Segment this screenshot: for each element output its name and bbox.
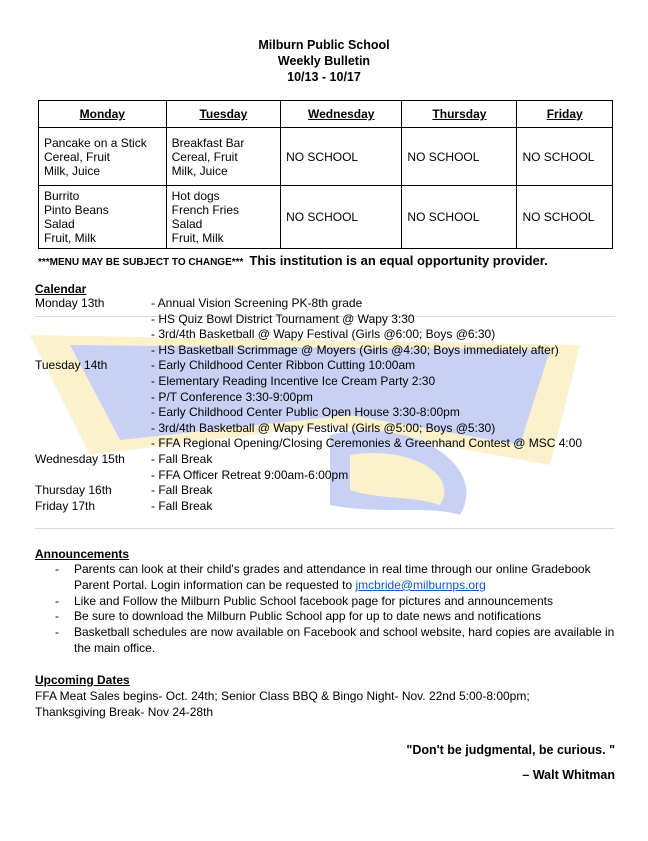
menu-cell: NO SCHOOL: [281, 128, 402, 186]
announcement-item: [35, 594, 620, 610]
bullet-dash: -: [55, 609, 59, 624]
calendar-row: [35, 405, 635, 420]
menu-cell: NO SCHOOL: [517, 128, 613, 186]
calendar-event: - Early Childhood Center Public Open House 3:30-8:00pm: [151, 405, 460, 420]
calendar-row: [35, 327, 635, 342]
bulletin-title: Weekly Bulletin: [277, 54, 371, 68]
menu-notice: [38, 253, 548, 268]
calendar-event: - Elementary Reading Incentive Ice Cream Party 2:30: [151, 374, 436, 388]
bulletin-dates: 10/13 - 10/17: [287, 70, 361, 84]
menu-day-header: Tuesday: [166, 101, 280, 128]
menu-cell: Pancake on a Stick Cereal, Fruit Milk, Juice: [39, 128, 167, 186]
announcements-heading: Announcements: [35, 547, 130, 561]
menu-day-header: Monday: [39, 101, 167, 128]
calendar-event: - Annual Vision Screening PK-8th grade: [151, 296, 363, 310]
calendar-event: - HS Quiz Bowl District Tournament @ Wapy 3:30: [151, 311, 415, 326]
menu-day-header: Friday: [517, 101, 613, 128]
upcoming-dates: [35, 688, 530, 720]
calendar-event: - FFA Officer Retreat 9:00am-6:00pm: [151, 467, 349, 482]
school-name: Milburn Public School: [258, 38, 390, 52]
calendar-row: [35, 390, 635, 405]
calendar-event: - FFA Regional Opening/Closing Ceremonies & Greenhand Contest @ MSC 4:00: [151, 436, 583, 451]
calendar-row: [35, 296, 635, 311]
calendar-row: [35, 499, 635, 514]
calendar-event: - Fall Break: [151, 483, 213, 498]
quote-author: – Walt Whitman: [522, 768, 615, 782]
announcement-text: Be sure to download the Milburn Public School app for up to date news and notifications: [74, 609, 541, 624]
menu-table: [38, 100, 613, 249]
calendar-event: - 3rd/4th Basketball @ Wapy Festival (Girls @5:00; Boys @5:30): [151, 420, 496, 435]
menu-row: [39, 186, 613, 249]
calendar-day: Friday 17th: [35, 498, 96, 513]
menu-change-note: ***MENU MAY BE SUBJECT TO CHANGE***: [38, 257, 244, 268]
calendar-day: Monday 13th: [35, 296, 105, 310]
upcoming-heading: Upcoming Dates: [35, 673, 130, 687]
bullet-dash: -: [55, 593, 59, 608]
announcement-text: Like and Follow the Milburn Public School facebook page for pictures and announcements: [74, 593, 553, 608]
upcoming-line: FFA Meat Sales begins- Oct. 24th; Senior Class BBQ & Bingo Night- Nov. 22nd 5:00-8:00pm;: [35, 689, 530, 703]
calendar-row: [35, 358, 635, 373]
calendar-day: Thursday 16th: [35, 483, 112, 498]
calendar-day: Tuesday 14th: [35, 358, 108, 373]
calendar-event: - 3rd/4th Basketball @ Wapy Festival (Girls @6:00; Boys @6:30): [151, 327, 496, 342]
announcement-item: [35, 562, 620, 594]
upcoming-line: Thanksgiving Break- Nov 24-28th: [35, 705, 214, 719]
menu-cell: NO SCHOOL: [281, 186, 402, 249]
calendar-day: Wednesday 15th: [35, 452, 125, 466]
calendar-row: [35, 421, 635, 436]
calendar-event: - P/T Conference 3:30-9:00pm: [151, 389, 313, 404]
menu-day-header: Wednesday: [281, 101, 402, 128]
menu-cell: Hot dogs French Fries Salad Fruit, Milk: [166, 186, 280, 249]
calendar-row: [35, 374, 635, 389]
menu-cell: NO SCHOOL: [517, 186, 613, 249]
menu-cell: Breakfast Bar Cereal, Fruit Milk, Juice: [166, 128, 280, 186]
announcements-list: [35, 562, 620, 657]
calendar-row: [35, 468, 635, 483]
calendar-row: [35, 483, 635, 498]
calendar-row: [35, 436, 635, 451]
calendar-row: [35, 452, 635, 467]
calendar-row: [35, 312, 635, 327]
bullet-dash: -: [55, 562, 59, 576]
email-link[interactable]: jmcbride@milburnps.org: [355, 577, 486, 592]
announcement-item: [35, 609, 620, 625]
bullet-dash: -: [55, 625, 59, 640]
calendar-row: [35, 343, 635, 358]
calendar-event: - Early Childhood Center Ribbon Cutting 10:00am: [151, 358, 416, 373]
menu-cell: Burrito Pinto Beans Salad Fruit, Milk: [39, 186, 167, 249]
calendar-event: - Fall Break: [151, 452, 213, 466]
divider: [35, 528, 615, 529]
quote-text: "Don't be judgmental, be curious. ": [406, 743, 615, 757]
announcement-text: Basketball schedules are now available on Facebook and school website, hard copies are available in the main office.: [74, 625, 615, 655]
menu-cell: NO SCHOOL: [402, 186, 517, 249]
equal-opportunity-note: This institution is an equal opportunity provider.: [249, 253, 548, 268]
announcement-text: Parents can look at their child's grades and attendance in real time through our online Gradebook Parent Portal. Login information can be requested to: [74, 562, 591, 592]
menu-day-header: Thursday: [402, 101, 517, 128]
announcement-item: [35, 625, 620, 657]
calendar-heading: Calendar: [35, 282, 87, 296]
menu-row: [39, 128, 613, 186]
calendar-event: - HS Basketball Scrimmage @ Moyers (Girls @4:30; Boys immediately after): [151, 342, 559, 357]
menu-cell: NO SCHOOL: [402, 128, 517, 186]
calendar-event: - Fall Break: [151, 498, 213, 513]
